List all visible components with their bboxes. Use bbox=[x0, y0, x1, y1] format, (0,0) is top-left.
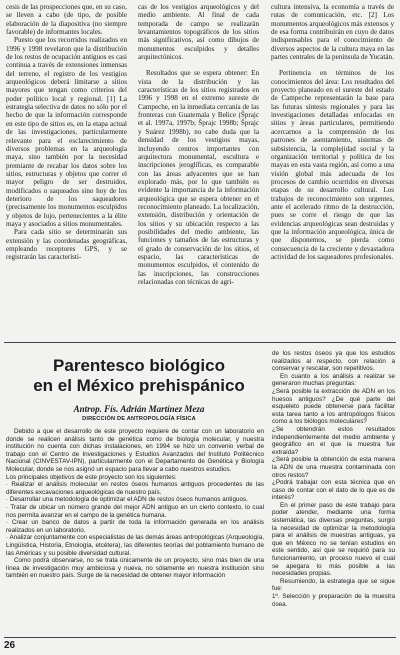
page-number: 26 bbox=[4, 640, 16, 651]
paragraph: Los principales objetivos de este proyecto son los siguientes: bbox=[6, 473, 177, 481]
paragraph: Pertinencia en términos de los conocimientos del área: Los resultados del proyecto planeado en el sureste del estado de Campeche representarán la base para las futuras síntesis regionales y para las investigaciones detalladas enfocadas en sitios y áreas particulares, permitiendo acercarnos a la comprensión de los patrones de asentamiento, sistemas de subsistencia, la complejidad social y la organización territorial y política de los mayas en esta vasta región, así como a una visión global más adecuada de los procesos de cambio ocurridos en diversas etapas de su desarrollo cultural. Los trabajos de reconocimiento son urgentes, ante el acelerado ritmo de la destrucción, pues se corre el riesgo de que las evidencias arqueológicas sean destruidas y que la información arqueológica, única de que disponemos, se pierda como consecuencia de la creciente y devastadora actividad de los saqueadores profesionales. bbox=[271, 69, 394, 261]
paragraph: Puesto que los recorridos realizados en 1996 y 1998 revelaron que la distribución de los restos de ocupación antiguos es casi continua a través de extensiones inmensas del terreno, el registro de los vestigios arqueológicos deberá limitarse a sitios mayores que tengan como criterios del poder político local y regional. [1] La estrategia selectiva de datos no sólo por el hecho de que la información corresponde en este tipo de sitios es, en la etapa actual de las investigaciones, particularmente relevante para el esclarecimiento de diversos problemas en la arqueología maya, sino también por la necesidad premiante de recabar los datos sobre los sitios, estructuras y objetos que correr el mayor peligro de ser destruidos, modificados o saqueados sino hoy de los deterioro de los saqueadores (precisamente los monumentos esculpidos y objetos de lujo, pertenecientes a la élite maya y asociados a sitios monumentales. bbox=[6, 36, 127, 228]
title-line-1: Parentesco biológico bbox=[53, 356, 225, 375]
article-body-left bbox=[6, 428, 264, 634]
list-item: · Crear un banco de datos a partir de toda la información generada en los análisis realizados en un laboratorio. bbox=[6, 519, 264, 534]
author-name: Antrop. Fís. Adrián Martínez Meza bbox=[73, 404, 205, 414]
article-title bbox=[24, 356, 254, 396]
paragraph: cas de los vestigios arqueológicos y del medio ambiente. Al final de cada temporada de campo se realizarán levantamientos topográficos de los sitios más significativos, así como dibujos de monumentos esculpidos y detalles arquitectónicos. bbox=[138, 3, 259, 62]
paragraph: Debido a que el desarrollo de este proyecto requiere de contar con un laboratorio en donde se realicen análisis tanto de genética como de biología molecular, y nuestra institución no cuenta con dichas instalaciones, en 1994 se hizo un convenio verbal de trabajo con el Centro de Investigaciones y Estudios Avanzados del Instituto Politécnico Nacional (CINVESTAV-IPN), particularmente con el Departamento de Genética y Biología Molecular, donde se nos asignó un espacio para llevar a cabo nuestros estudios. bbox=[6, 428, 264, 473]
paragraph: Como podrá observarse, no se trata únicamente de un proyecto, sino más bien de una línea de investigación muy ambiciosa y nueva, no sólamente en nuestra institución sino también en nuestro país. Surge de la necesidad de obtener mayor información bbox=[6, 557, 264, 580]
top-column-1 bbox=[6, 3, 127, 335]
list-item: · Tratar de ubicar un número grande del mejor ADN antiguo en un cierto contexto, lo cual nos permita avanzar en el campo de la genética humana. bbox=[6, 503, 264, 519]
list-item: · Realizar el análisis molecular en restos óseos humanos antiguos procedentes de las diferentes excavaciones arqueológicas de nuestro país. bbox=[6, 481, 264, 496]
paragraph: de los restos óseos ya que los estudios realizados al respecto, con relación a conservar y rescatar, son repetitivos. bbox=[272, 350, 395, 373]
paragraph: ¿Podrá trabajar con esta técnica que en caso de contar con el dato de lo que es de interés? bbox=[272, 479, 395, 502]
paragraph: En cuanto a los análisis a realizar se generaron muchas preguntas: bbox=[272, 372, 395, 388]
title-line-2: en el México prehispánico bbox=[33, 376, 245, 395]
top-column-3 bbox=[271, 3, 394, 335]
list-item: · Analizar conjuntamente con especialistas de las demás áreas antropológicas (Arqueología, Lingüística, Historia, Etnología, etcétera), las diferentes teorías del poblamiento humano de las Américas y su posible diversidad cultural. bbox=[6, 534, 264, 557]
footer-divider bbox=[4, 637, 396, 638]
paragraph: Resultados que se espera obtener: En vista de la distribución y las características de los sitios registrados en 1996 y 1998 en el extremo sureste de Campeche, en la inmediata cercanía de las fronteras con Guatemala y Belice (Šprajc et al. 1997a, 1997b; Šprajc 1998b; Šprajc y Suárez 1998b), no cabe duda que la densidad de los vestigios mayas, incluyendo centros importantes con arquitectura monumental, escultura e inscripciones jeroglíficas, es comparable con las áreas adyacentes que se han explorado más, por lo que también es evidente la importancia de la información arqueológica que se espera obtener en el reconocimiento planeado. La localización, extensión, distribución y orientación de los sitios y su ubicación respecto a las posibilidades del medio ambiente, las funciones y tamaños de las estructuras y el grado de conservación de los sitios, el espacio, las características de monumentos esculpidos, el contenido de las inscripciones, las construcciones relacionadas con técnicas de agri- bbox=[138, 69, 259, 286]
paragraph: Resumiendo, la estrategia que se sigue fue: bbox=[272, 577, 395, 593]
paragraph: ¿Se obtendrán estos resultados independientemente del medio ambiente y geográfico en el que la muestra fue extraída? bbox=[272, 425, 395, 456]
list-item: 1º. Selección y preparación de la muestra ósea. bbox=[272, 593, 395, 608]
list-item: · Desarrollar una metodología de optimizar el ADN de restos óseos humanos antiguos. bbox=[6, 496, 248, 504]
paragraph: cultura intensiva, la economía a través de rutas de comunicación, etc. [2] Los monumentos arqueológicos más extensos y de esa forma contribuirán en cuyo de datos indispensables para el conocimiento de diversos aspectos de la cultura maya en las partes centrales de la península de Yucatán. bbox=[271, 3, 394, 62]
article-body-right bbox=[272, 350, 395, 634]
section-divider bbox=[4, 342, 396, 343]
paragraph: En el primer paso de este trabajo para poder atender, mediante una forma sistemática, las diversas preguntas, surgió la necesidad de optimizar la metodología para el análisis de muestras antiguas, ya que en México no se tenían estudios en este sentido, así que se requirió para su funcionamiento, un proceso nuevo el cual se apegara lo más posible a las necesidades propias. bbox=[272, 501, 395, 578]
top-column-2 bbox=[138, 3, 259, 335]
paragraph: cesis de las prospecciones que, en su caso, se lleven a cabo (de tipo, de posible elaboración de la diapositiva (no siempre favorable) de informantes locales. bbox=[6, 3, 127, 37]
author-affiliation: DIRECCIÓN DE ANTROPOLOGÍA FÍSICA bbox=[82, 416, 196, 422]
paragraph: ¿Será posible la extracción de ADN en los huesos antiguos? ¿De qué parte del esqueleto puede obtenerse para facilitar esta tarea tanto a los antropólogos físicos como a los biólogos moleculares? bbox=[272, 387, 395, 426]
paragraph: Para cada sitio se determinarán sus extensión y las coordenadas geográficas, empleando receptores GPS, y se registrarán las característi- bbox=[6, 228, 127, 262]
paragraph: ¿Será posible la obtención de esta manera la ADN de una muestra contaminada con otros restos? bbox=[272, 456, 395, 479]
